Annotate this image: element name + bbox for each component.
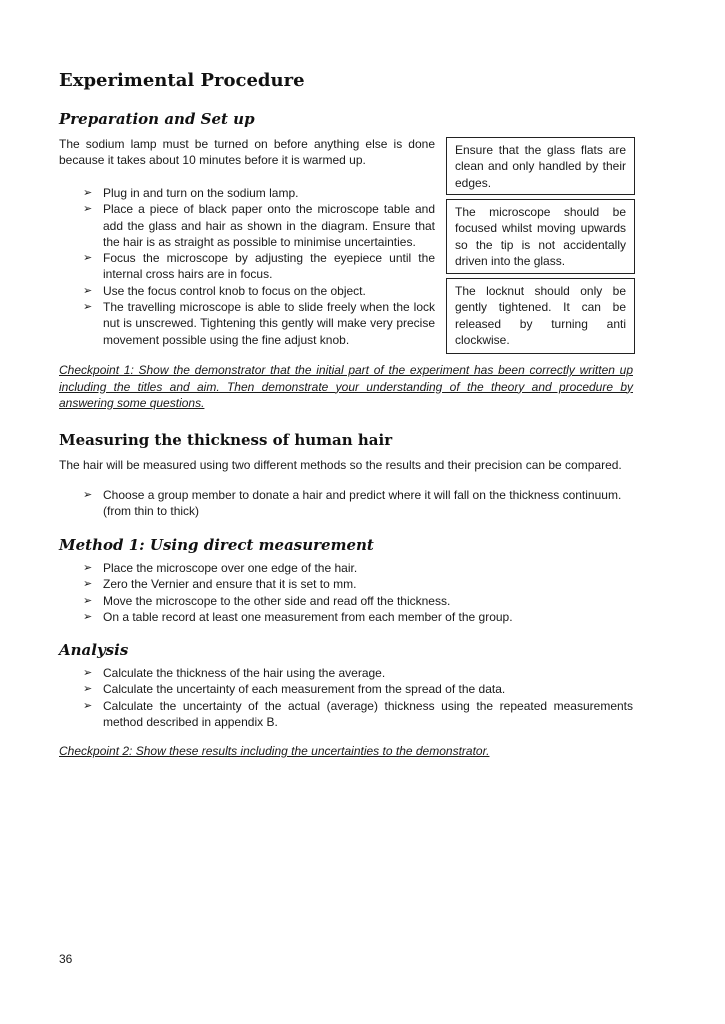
list-item: ➢ Calculate the uncertainty of each measurement from the spread of the data. [83,682,506,697]
list-item: ➢ Use the focus control knob to focus on the object. [83,283,366,298]
list-item: ➢ Choose a group member to donate a hair and predict where it will fall on the thickness continuum. (from thin to thick) [83,488,622,519]
note-box-locknut: The locknut should only be gently tightened. It can be released by turning anti clockwise. [446,278,635,354]
arrow-bullet-icon: ➢ [83,489,93,501]
list-item: ➢ On a table record at least one measurement from each member of the group. [83,609,513,624]
list-item: ➢ Place a piece of black paper onto the microscope table and add the glass and hair as shown in the diagram. Ensure that the hair is as straight as possible to minimise uncertainties. [83,202,435,249]
arrow-bullet-icon: ➢ [83,562,93,574]
measuring-heading: Measuring the thickness of human hair [59,431,393,449]
list-item: ➢ Focus the microscope by adjusting the eyepiece until the internal cross hairs are in focus. [83,251,435,282]
list-item: ➢ The travelling microscope is able to slide freely when the lock nut is unscrewed. Tightening this gently will make very precise movement possible using the fine adjust knob. [83,300,435,347]
list-item: ➢ Calculate the uncertainty of the actual (average) thickness using the repeated measurements method described in appendix B. [83,698,633,729]
checkpoint-2: Checkpoint 2: Show these results including the uncertainties to the demonstrator. [59,744,490,758]
method-1-heading: Method 1: Using direct measurement [59,536,374,554]
note-box-focus: The microscope should be focused whilst moving upwards so the tip is not accidentally driven into the glass. [446,199,635,274]
preparation-intro: The sodium lamp must be turned on before anything else is done because it takes about 10 minutes before it is warmed up. [59,137,435,168]
arrow-bullet-icon: ➢ [83,252,93,265]
note-box-glass-flats: Ensure that the glass flats are clean and only handled by their edges. [446,137,635,195]
arrow-bullet-icon: ➢ [83,699,93,712]
arrow-bullet-icon: ➢ [83,667,93,679]
list-item: ➢ Plug in and turn on the sodium lamp. [83,186,299,200]
arrow-bullet-icon: ➢ [83,578,93,591]
arrow-bullet-icon: ➢ [83,610,93,623]
checkpoint-1: Checkpoint 1: Show the demonstrator that the initial part of the experiment has been correctly written up including the titles and aim. Then demonstrate your understanding of the theory and procedure by answering some questions. [59,363,633,410]
list-item: ➢ Move the microscope to the other side and read off the thickness. [83,593,451,608]
method-1-steps [59,560,633,625]
preparation-heading: Preparation and Set up [59,110,255,128]
preparation-steps [59,185,435,348]
analysis-heading: Analysis [59,641,129,659]
list-item: ➢ Place the microscope over one edge of the hair. [83,561,358,575]
arrow-bullet-icon: ➢ [83,284,93,297]
page-number: 36 [59,952,73,966]
page-title: Experimental Procedure [59,70,305,91]
measuring-intro: The hair will be measured using two different methods so the results and their precision can be compared. [59,458,622,472]
measuring-steps [59,487,633,520]
arrow-bullet-icon: ➢ [83,203,93,216]
analysis-steps [59,665,633,730]
arrow-bullet-icon: ➢ [83,594,93,607]
arrow-bullet-icon: ➢ [83,187,93,199]
arrow-bullet-icon: ➢ [83,301,93,314]
list-item: ➢ Zero the Vernier and ensure that it is set to mm. [83,577,357,592]
list-item: ➢ Calculate the thickness of the hair using the average. [83,666,386,680]
arrow-bullet-icon: ➢ [83,683,93,696]
